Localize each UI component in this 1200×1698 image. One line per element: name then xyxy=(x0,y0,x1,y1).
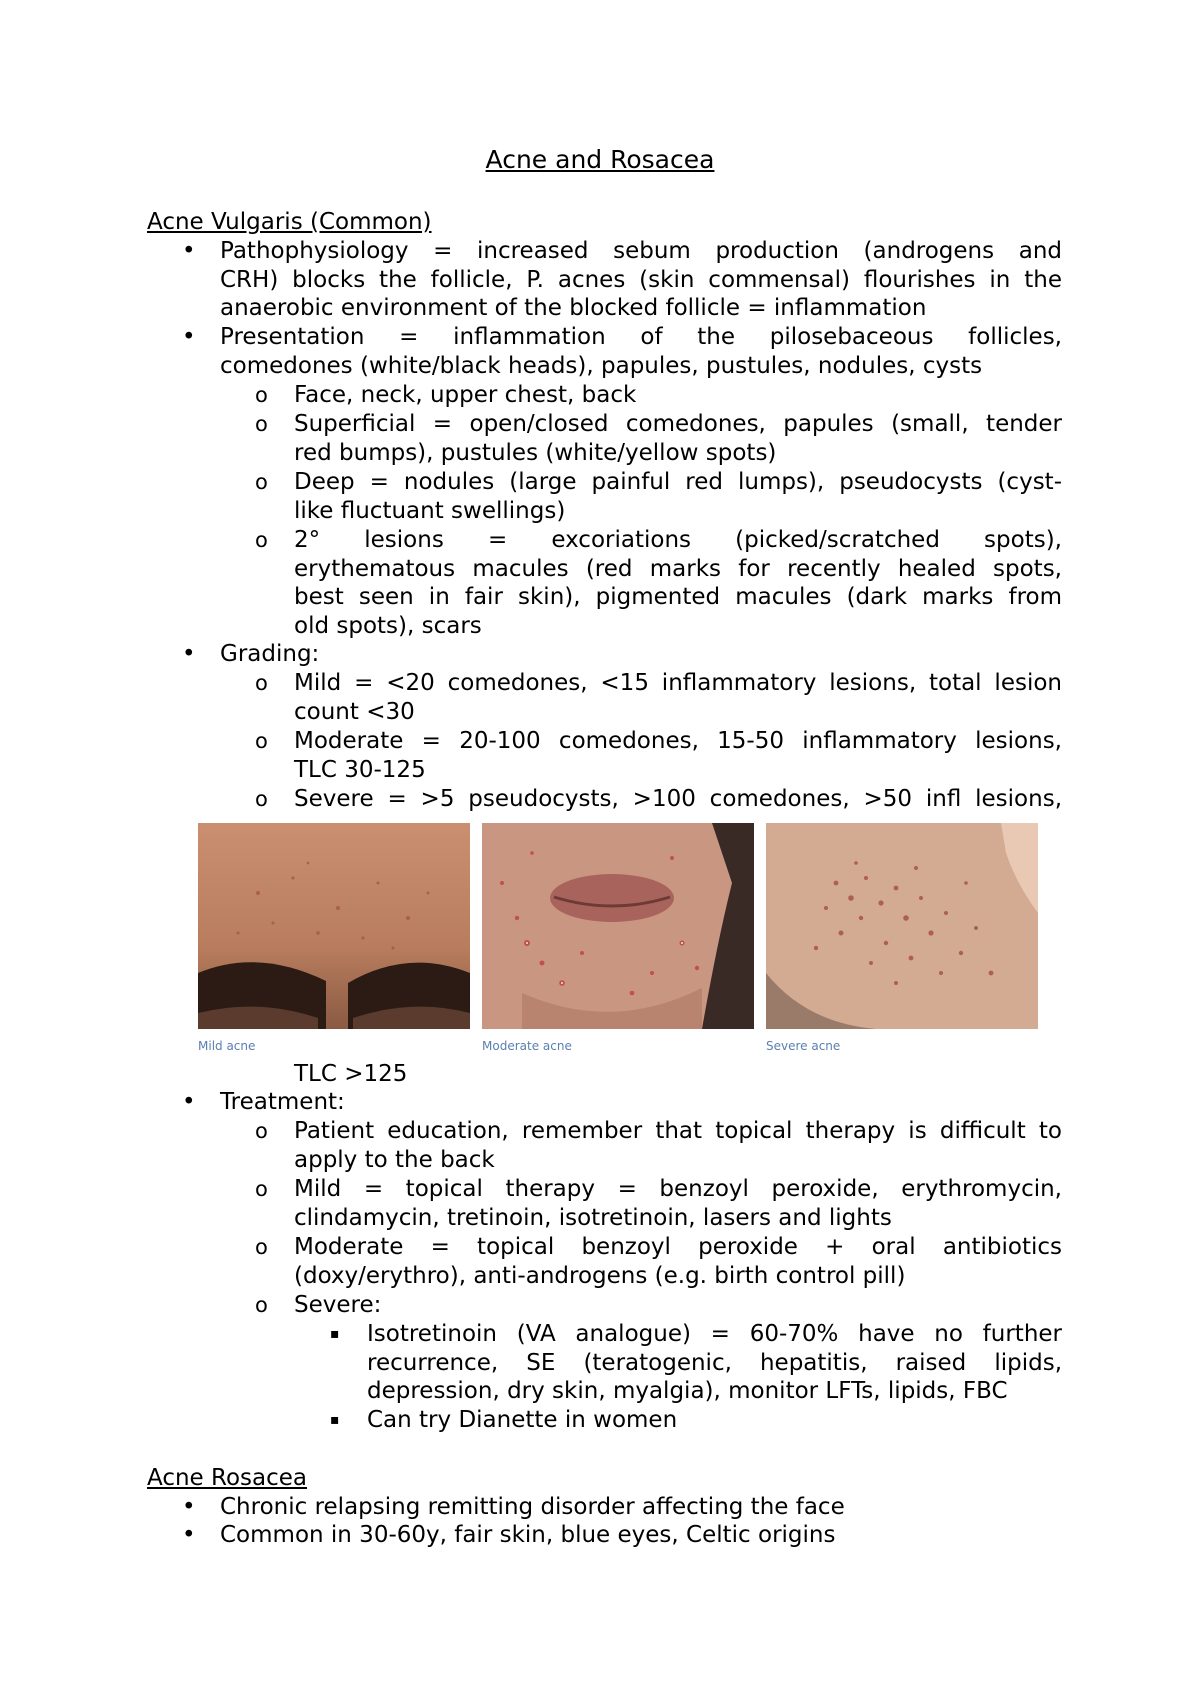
bullet-marker: • xyxy=(182,1494,196,1520)
heading-acne-vulgaris: Acne Vulgaris (Common) xyxy=(147,209,432,235)
bullet-grading: Grading: xyxy=(220,641,320,667)
subsub-bullet-dianette: Can try Dianette in women xyxy=(367,1407,678,1433)
bullet-pathophysiology: Pathophysiology = increased sebum production (androgens and CRH) blocks the follicle, P. acnes (skin commensal) flourishes in the anaerobic environment of the blocked follicle = inflammation xyxy=(220,238,1062,322)
sub-bullet-marker: o xyxy=(255,1235,268,1259)
sub-bullet-superficial: Superficial = open/closed comedones, papules (small, tender red bumps), pustules (white/yellow spots) xyxy=(294,411,1062,466)
bullet-marker: • xyxy=(182,1089,196,1115)
photo-severe-acne xyxy=(766,823,1038,1029)
bullet-marker: • xyxy=(182,324,196,350)
sub-bullet-marker: o xyxy=(255,729,268,753)
subsub-bullet-marker: ▪ xyxy=(330,1326,340,1342)
bullet-rosacea-demographics: Common in 30-60y, fair skin, blue eyes, Celtic origins xyxy=(220,1522,836,1548)
sub-bullet-mild: Mild = <20 comedones, <15 inflammatory lesions, total lesion count <30 xyxy=(294,670,1062,725)
sub-bullet-secondary-lesions: 2° lesions = excoriations (picked/scratched spots), erythematous macules (red marks for recently healed spots, best seen in fair skin), pigmented macules (dark marks from old spots), scars xyxy=(294,527,1062,639)
sub-bullet-marker: o xyxy=(255,1293,268,1317)
sub-bullet-patient-education: Patient education, remember that topical therapy is difficult to apply to the back xyxy=(294,1118,1062,1173)
sub-bullet-mild-therapy: Mild = topical therapy = benzoyl peroxide, erythromycin, clindamycin, tretinoin, isotretinoin, lasers and lights xyxy=(294,1176,1062,1231)
document-title: Acne and Rosacea xyxy=(485,145,715,174)
photo-mild-acne xyxy=(198,823,470,1029)
subsub-bullet-isotretinoin: Isotretinoin (VA analogue) = 60-70% have no further recurrence, SE (teratogenic, hepatitis, raised lipids, depression, dry skin, myalgia), monitor LFTs, lipids, FBC xyxy=(367,1321,1062,1405)
sub-bullet-marker: o xyxy=(255,787,268,811)
bullet-rosacea-chronic: Chronic relapsing remitting disorder affecting the face xyxy=(220,1494,845,1520)
bullet-treatment: Treatment: xyxy=(220,1089,345,1115)
bullet-marker: • xyxy=(182,1522,196,1548)
sub-bullet-sites: Face, neck, upper chest, back xyxy=(294,382,637,408)
sub-bullet-marker: o xyxy=(255,1177,268,1201)
photo-moderate-acne xyxy=(482,823,754,1029)
bullet-marker: • xyxy=(182,641,196,667)
heading-acne-rosacea: Acne Rosacea xyxy=(147,1465,308,1491)
sub-bullet-marker: o xyxy=(255,671,268,695)
severe-grading-continuation: TLC >125 xyxy=(294,1061,408,1087)
sub-bullet-moderate-therapy: Moderate = topical benzoyl peroxide + oral antibiotics (doxy/erythro), anti-androgens (e.g. birth control pill) xyxy=(294,1234,1062,1289)
sub-bullet-severe: Severe = >5 pseudocysts, >100 comedones, >50 infl lesions, xyxy=(294,786,1062,812)
bullet-marker: • xyxy=(182,238,196,264)
sub-bullet-marker: o xyxy=(255,470,268,494)
sub-bullet-severe-therapy: Severe: xyxy=(294,1292,382,1318)
caption-severe-acne: Severe acne xyxy=(766,1039,841,1053)
sub-bullet-marker: o xyxy=(255,528,268,552)
sub-bullet-marker: o xyxy=(255,383,268,407)
sub-bullet-moderate: Moderate = 20-100 comedones, 15-50 inflammatory lesions, TLC 30-125 xyxy=(294,728,1062,783)
sub-bullet-deep: Deep = nodules (large painful red lumps), pseudocysts (cyst- like fluctuant swellings) xyxy=(294,469,1062,524)
subsub-bullet-marker: ▪ xyxy=(330,1412,340,1428)
sub-bullet-marker: o xyxy=(255,1119,268,1143)
caption-moderate-acne: Moderate acne xyxy=(482,1039,572,1053)
caption-mild-acne: Mild acne xyxy=(198,1039,256,1053)
bullet-presentation: Presentation = inflammation of the pilosebaceous follicles, comedones (white/black heads), papules, pustules, nodules, cysts xyxy=(220,324,1062,379)
sub-bullet-marker: o xyxy=(255,412,268,436)
